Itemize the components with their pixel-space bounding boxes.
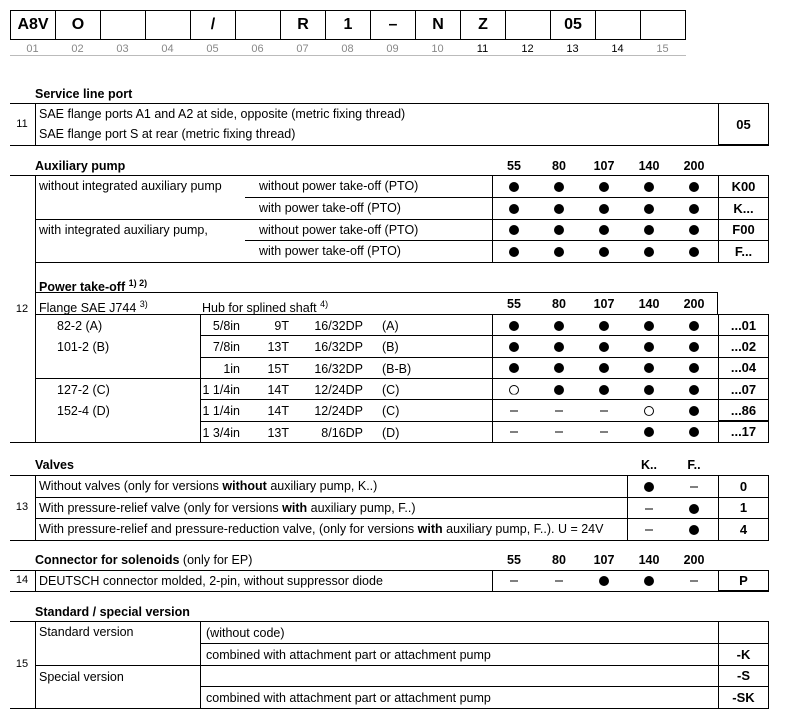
code-p: P xyxy=(718,570,769,591)
pto-teeth-4: 14T xyxy=(267,382,289,397)
pto-teeth-3: 15T xyxy=(267,361,289,376)
position-number-1: 01 xyxy=(26,43,39,55)
pto-5-size-55-dash xyxy=(510,410,518,411)
code-position-4 xyxy=(145,10,191,40)
section-number-14: 14 xyxy=(15,574,29,586)
section-heading-service-line-port: Service line port xyxy=(35,87,133,101)
size-header-aux-55: 55 xyxy=(507,159,521,173)
size-header-pto-140: 140 xyxy=(638,297,660,311)
special-version-label: Special version xyxy=(39,670,124,684)
aux-bottom-line xyxy=(35,262,769,263)
code-version-1 xyxy=(718,621,769,644)
pto-teeth-6: 13T xyxy=(267,425,289,440)
aux-2-size-107-dot xyxy=(599,204,609,214)
valve-2-k-dash xyxy=(645,508,653,509)
position-number-10: 10 xyxy=(431,43,444,55)
aux-1-size-200-dot xyxy=(689,182,699,192)
pto-3-size-80-dot xyxy=(554,363,564,373)
pto-2-size-140-dot xyxy=(644,342,654,352)
aux-option-1-pto: without power take-off (PTO) xyxy=(259,179,419,193)
position-number-3: 03 xyxy=(116,43,129,55)
size-header-connector-200: 200 xyxy=(683,553,705,567)
position-number-15: 15 xyxy=(656,43,669,55)
code-position-2: O xyxy=(55,10,101,40)
position-number-4: 04 xyxy=(161,43,174,55)
pto-spline-3: (B-B) xyxy=(382,361,412,376)
size-header-connector-107: 107 xyxy=(593,553,615,567)
valve-2-f-dot xyxy=(689,504,699,514)
position-number-6: 06 xyxy=(251,43,264,55)
pto-pitch-5: 12/24DP xyxy=(314,404,363,419)
valve-3-k-dash xyxy=(645,530,653,531)
pto-4-size-107-dot xyxy=(599,385,609,395)
pto-2-size-80-dot xyxy=(554,342,564,352)
pto-pitch-3: 16/32DP xyxy=(314,361,363,376)
aux-row-divider xyxy=(35,219,718,220)
code-pto-5: ...86 xyxy=(718,399,769,421)
aux-row-divider xyxy=(245,240,718,241)
pto-1-size-200-dot xyxy=(689,321,699,331)
aux-4-size-107-dot xyxy=(599,247,609,257)
aux-3-size-107-dot xyxy=(599,225,609,235)
aux-1-size-107-dot xyxy=(599,182,609,192)
aux-2-size-200-dot xyxy=(689,204,699,214)
aux-1-size-80-dot xyxy=(554,182,564,192)
size-header-pto-200: 200 xyxy=(683,297,705,311)
aux-3-size-140-dot xyxy=(644,225,654,235)
position-underline xyxy=(10,55,686,56)
code-pto-6: ...17 xyxy=(718,421,769,443)
code-pto-4: ...07 xyxy=(718,378,769,400)
code-pto-1: ...01 xyxy=(718,314,769,336)
pto-1-size-140-dot xyxy=(644,321,654,331)
pto-spline-4: (C) xyxy=(382,382,400,397)
position-number-7: 07 xyxy=(296,43,309,55)
pto-header-bottom xyxy=(35,314,769,315)
size-header-pto-107: 107 xyxy=(593,297,615,311)
pto-marks-left-border xyxy=(492,314,493,442)
pto-spline-1: (A) xyxy=(382,319,399,333)
pto-hub-left-border xyxy=(200,314,201,442)
pto-4-size-80-dot xyxy=(554,385,564,395)
version-left-border xyxy=(200,621,201,708)
position-number-14: 14 xyxy=(611,43,624,55)
version-option-1: (without code) xyxy=(206,626,285,640)
pto-spline-2: (B) xyxy=(382,340,399,355)
size-header-connector-80: 80 xyxy=(552,553,566,567)
pto-flange-2: 101-2 (B) xyxy=(57,340,110,355)
pto-pitch-1: 16/32DP xyxy=(314,319,363,333)
code-position-13: 05 xyxy=(550,10,596,40)
pto-4-size-55-partial-dot xyxy=(509,385,519,395)
valve-marks-left-border xyxy=(627,475,628,540)
aux-4-size-140-dot xyxy=(644,247,654,257)
pto-3-size-55-dot xyxy=(509,363,519,373)
pto-4-size-140-dot xyxy=(644,385,654,395)
aux-option-4-pto: with power take-off (PTO) xyxy=(259,244,401,259)
aux-option-2-pto: with power take-off (PTO) xyxy=(259,200,401,215)
version-option-4: combined with attachment part or attachment pump xyxy=(206,691,491,706)
code-K...: K... xyxy=(718,197,769,220)
section-heading-standard-special: Standard / special version xyxy=(35,605,190,619)
aux-4-size-80-dot xyxy=(554,247,564,257)
aux-option-3-pto: without power take-off (PTO) xyxy=(259,222,419,237)
pto-3-size-200-dot xyxy=(689,363,699,373)
section-number-15: 15 xyxy=(15,658,29,670)
pto-spline-5: (C) xyxy=(382,404,400,419)
standard-version-label: Standard version xyxy=(39,625,134,639)
code-position-14 xyxy=(595,10,641,40)
aux-2-size-55-dot xyxy=(509,204,519,214)
pto-4-size-200-dot xyxy=(689,385,699,395)
code-pto-3: ...04 xyxy=(718,357,769,379)
section-number-11: 11 xyxy=(16,118,28,130)
pto-6-size-200-dot xyxy=(689,427,699,437)
connector-size-140-dot xyxy=(644,576,654,586)
flange-sae-label: Flange SAE J744 $^{3)}$ xyxy=(39,299,148,316)
size-header-aux-80: 80 xyxy=(552,159,566,173)
pto-diameter-1: 5/8in xyxy=(212,319,240,333)
service-line-port-option-1: SAE flange ports A1 and A2 at side, opposite (metric fixing thread) xyxy=(39,107,406,121)
code-position-8: 1 xyxy=(325,10,371,40)
section-heading-connector: Connector for solenoids (only for EP) xyxy=(35,553,253,567)
aux-option-1-label: without integrated auxiliary pump xyxy=(39,179,222,193)
code-version-4: -SK xyxy=(718,686,769,709)
position-number-2: 02 xyxy=(71,43,84,55)
pto-row-divider xyxy=(200,335,718,336)
code-position-9: – xyxy=(370,10,416,40)
code-05: 05 xyxy=(718,103,769,145)
deutsch-connector-label: DEUTSCH connector molded, 2-pin, without suppressor diode xyxy=(39,574,383,588)
pto-diameter-5: 1 1/4in xyxy=(202,404,240,419)
pto-flange-1: 82-2 (A) xyxy=(57,319,103,333)
col-header-k: K.. xyxy=(641,458,657,472)
valve-option-2: With pressure-relief valve (only for versions with auxiliary pump, F..) xyxy=(39,500,416,515)
code-valve-0: 0 xyxy=(718,475,769,498)
aux-2-size-80-dot xyxy=(554,204,564,214)
pto-pitch-4: 12/24DP xyxy=(314,382,363,397)
position-number-12: 12 xyxy=(521,43,534,55)
version-row-divider xyxy=(200,686,718,687)
size-header-pto-80: 80 xyxy=(552,297,566,311)
aux-1-size-55-dot xyxy=(509,182,519,192)
pto-2-size-200-dot xyxy=(689,342,699,352)
position-number-9: 09 xyxy=(386,43,399,55)
pto-flange-4: 127-2 (C) xyxy=(57,382,110,397)
position-number-11: 11 xyxy=(476,43,489,55)
aux-2-size-140-dot xyxy=(644,204,654,214)
pto-diameter-3: 1in xyxy=(223,361,240,376)
size-header-aux-107: 107 xyxy=(593,159,615,173)
connector-marks-left-border xyxy=(492,570,493,591)
code-pto-2: ...02 xyxy=(718,335,769,357)
connector-size-55-dash xyxy=(510,581,518,582)
pto-teeth-5: 14T xyxy=(267,404,289,419)
pto-heading: Power take-off $^{1) 2)}$ xyxy=(39,278,148,295)
connector-size-200-dash xyxy=(690,581,698,582)
pto-row-divider xyxy=(200,357,718,358)
size-header-aux-140: 140 xyxy=(638,159,660,173)
pto-spline-6: (D) xyxy=(382,425,400,440)
pto-6-size-140-dot xyxy=(644,427,654,437)
aux-row-divider xyxy=(245,197,718,198)
pto-5-size-80-dash xyxy=(555,410,563,411)
code-position-10: N xyxy=(415,10,461,40)
pto-pitch-6: 8/16DP xyxy=(321,425,363,440)
connector-size-80-dash xyxy=(555,581,563,582)
position-number-13: 13 xyxy=(566,43,579,55)
pto-1-size-55-dot xyxy=(509,321,519,331)
pto-2-size-55-dot xyxy=(509,342,519,352)
code-valve-4: 4 xyxy=(718,518,769,541)
pto-3-size-107-dot xyxy=(599,363,609,373)
pto-6-size-107-dash xyxy=(600,432,608,433)
position-number-5: 05 xyxy=(206,43,219,55)
pto-row-divider xyxy=(35,378,718,379)
pto-1-size-80-dot xyxy=(554,321,564,331)
pto-teeth-2: 13T xyxy=(267,340,289,355)
aux-1-size-140-dot xyxy=(644,182,654,192)
pto-3-size-140-dot xyxy=(644,363,654,373)
code-version-2: -K xyxy=(718,643,769,666)
pto-6-size-55-dash xyxy=(510,432,518,433)
pto-flange-5: 152-4 (D) xyxy=(57,404,110,419)
position-number-8: 08 xyxy=(341,43,354,55)
pto-2-size-107-dot xyxy=(599,342,609,352)
size-header-aux-200: 200 xyxy=(683,159,705,173)
pto-row-divider xyxy=(200,421,718,422)
aux-4-size-200-dot xyxy=(689,247,699,257)
pto-1-size-107-dot xyxy=(599,321,609,331)
pto-diameter-4: 1 1/4in xyxy=(202,382,240,397)
code-F...: F... xyxy=(718,240,769,263)
valve-1-f-dash xyxy=(690,486,698,487)
service-line-port-option-2: SAE flange port S at rear (metric fixing thread) xyxy=(39,127,296,141)
valve-row-divider xyxy=(35,518,718,519)
pto-header-top xyxy=(35,292,717,293)
pto-5-size-200-dot xyxy=(689,406,699,416)
section-number-12: 12 xyxy=(15,303,29,315)
code-version-3: -S xyxy=(718,665,769,688)
code-position-6 xyxy=(235,10,281,40)
code-position-12 xyxy=(505,10,551,40)
code-position-7: R xyxy=(280,10,326,40)
code-position-3 xyxy=(100,10,146,40)
pto-header-right xyxy=(717,292,718,314)
aux-4-size-55-dot xyxy=(509,247,519,257)
pto-teeth-1: 9T xyxy=(274,319,289,333)
code-valve-1: 1 xyxy=(718,497,769,520)
code-K00: K00 xyxy=(718,175,769,198)
valve-option-3: With pressure-relief and pressure-reduction valve, (only for versions with auxiliary pump, F..). U = 24V xyxy=(39,522,604,537)
code-position-15 xyxy=(640,10,686,40)
code-position-1: A8V xyxy=(10,10,56,40)
section-heading-valves: Valves xyxy=(35,458,74,472)
aux-marks-left-border xyxy=(492,175,493,262)
pto-diameter-2: 7/8in xyxy=(212,340,240,355)
size-header-connector-140: 140 xyxy=(638,553,660,567)
valve-3-f-dot xyxy=(689,525,699,535)
aux-3-size-80-dot xyxy=(554,225,564,235)
section-heading-auxiliary-pump: Auxiliary pump xyxy=(35,159,126,173)
valve-row-divider xyxy=(35,497,718,498)
pto-diameter-6: 1 3/4in xyxy=(202,425,240,440)
pto-pitch-2: 16/32DP xyxy=(314,340,363,355)
size-header-connector-55: 55 xyxy=(507,553,521,567)
code-F00: F00 xyxy=(718,219,769,242)
pto-row-divider xyxy=(200,399,718,400)
pto-5-size-107-dash xyxy=(600,410,608,411)
hub-splined-shaft-label: Hub for splined shaft $^{4)}$ xyxy=(202,299,329,316)
valve-option-1: Without valves (only for versions without auxiliary pump, K..) xyxy=(39,479,378,493)
col-header-f: F.. xyxy=(687,458,701,472)
connector-size-107-dot xyxy=(599,576,609,586)
version-row-divider xyxy=(200,643,718,644)
section-number-13: 13 xyxy=(15,501,29,513)
code-position-5: / xyxy=(190,10,236,40)
aux-3-size-55-dot xyxy=(509,225,519,235)
aux-option-3-label: with integrated auxiliary pump, xyxy=(39,222,208,237)
version-row-divider xyxy=(35,665,718,666)
aux-3-size-200-dot xyxy=(689,225,699,235)
pto-5-size-140-partial-dot xyxy=(644,406,654,416)
code-position-11: Z xyxy=(460,10,506,40)
pto-6-size-80-dash xyxy=(555,432,563,433)
valve-1-k-dot xyxy=(644,482,654,492)
size-header-pto-55: 55 xyxy=(507,297,521,311)
version-option-2: combined with attachment part or attachment pump xyxy=(206,647,491,662)
